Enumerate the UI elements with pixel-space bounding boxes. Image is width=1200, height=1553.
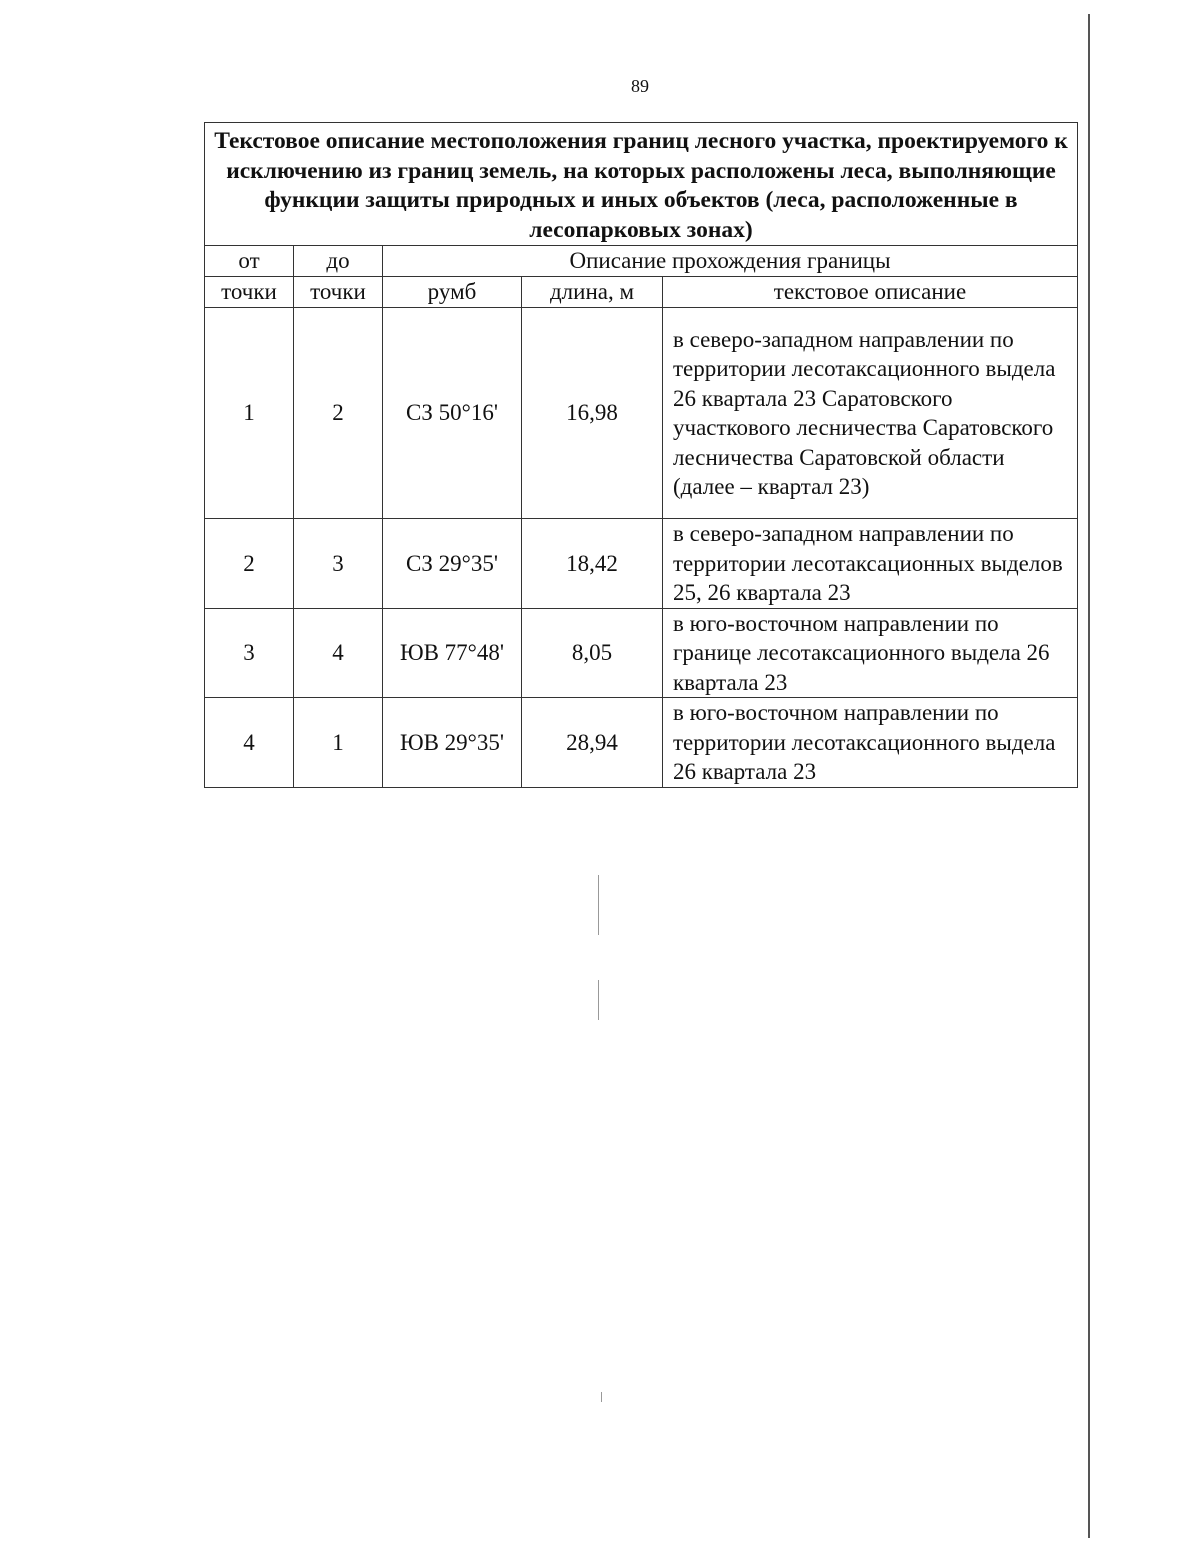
cell-description: в северо-западном направлении по территории лесотаксационных выделов 25, 26 квартала 23 xyxy=(663,519,1078,609)
cell-description: в юго-восточном направлении по территории лесотаксационного выдела 26 квартала 23 xyxy=(663,698,1078,788)
header-from-point-line2: точки xyxy=(205,277,294,308)
table-row xyxy=(205,308,1078,519)
header-from-point-line1: от xyxy=(205,246,294,277)
boundary-description-table xyxy=(204,122,1078,788)
scan-artifact xyxy=(598,980,599,1020)
table-row xyxy=(205,519,1078,609)
scan-edge-line xyxy=(1088,14,1090,1538)
cell-length: 16,98 xyxy=(522,308,663,519)
cell-length: 8,05 xyxy=(522,608,663,698)
cell-from: 3 xyxy=(205,608,294,698)
header-bearing: румб xyxy=(383,277,522,308)
cell-to: 2 xyxy=(294,308,383,519)
header-description-group: Описание прохождения границы xyxy=(383,246,1078,277)
cell-from: 2 xyxy=(205,519,294,609)
cell-bearing: ЮВ 29°35' xyxy=(383,698,522,788)
cell-bearing: СЗ 50°16' xyxy=(383,308,522,519)
cell-description: в юго-восточном направлении по границе лесотаксационного выдела 26 квартала 23 xyxy=(663,608,1078,698)
header-to-point-line2: точки xyxy=(294,277,383,308)
cell-length: 28,94 xyxy=(522,698,663,788)
table-row xyxy=(205,698,1078,788)
cell-bearing: ЮВ 77°48' xyxy=(383,608,522,698)
header-length: длина, м xyxy=(522,277,663,308)
table-title: Текстовое описание местоположения границ лесного участка, проектируемого к исключению из границ земель, на которых расположены леса, выполняющие функции защиты природных и иных объектов (леса, расположенные в лесопарковых зонах) xyxy=(205,123,1078,246)
cell-from: 1 xyxy=(205,308,294,519)
header-to-point-line1: до xyxy=(294,246,383,277)
cell-to: 4 xyxy=(294,608,383,698)
cell-bearing: СЗ 29°35' xyxy=(383,519,522,609)
scan-artifact xyxy=(598,875,599,935)
cell-to: 3 xyxy=(294,519,383,609)
cell-to: 1 xyxy=(294,698,383,788)
page-number: 89 xyxy=(631,76,649,96)
cell-from: 4 xyxy=(205,698,294,788)
cell-description: в северо-западном направлении по территории лесотаксационного выдела 26 квартала 23 Саратовского участкового лесничества Саратовского лесничества Саратовской области (далее – квартал 23) xyxy=(663,308,1078,519)
header-text-description: текстовое описание xyxy=(663,277,1078,308)
table-subheader-row xyxy=(205,277,1078,308)
table-header-row xyxy=(205,246,1078,277)
cell-length: 18,42 xyxy=(522,519,663,609)
scan-artifact xyxy=(601,1392,602,1402)
table-row xyxy=(205,608,1078,698)
table-title-row xyxy=(205,123,1078,246)
